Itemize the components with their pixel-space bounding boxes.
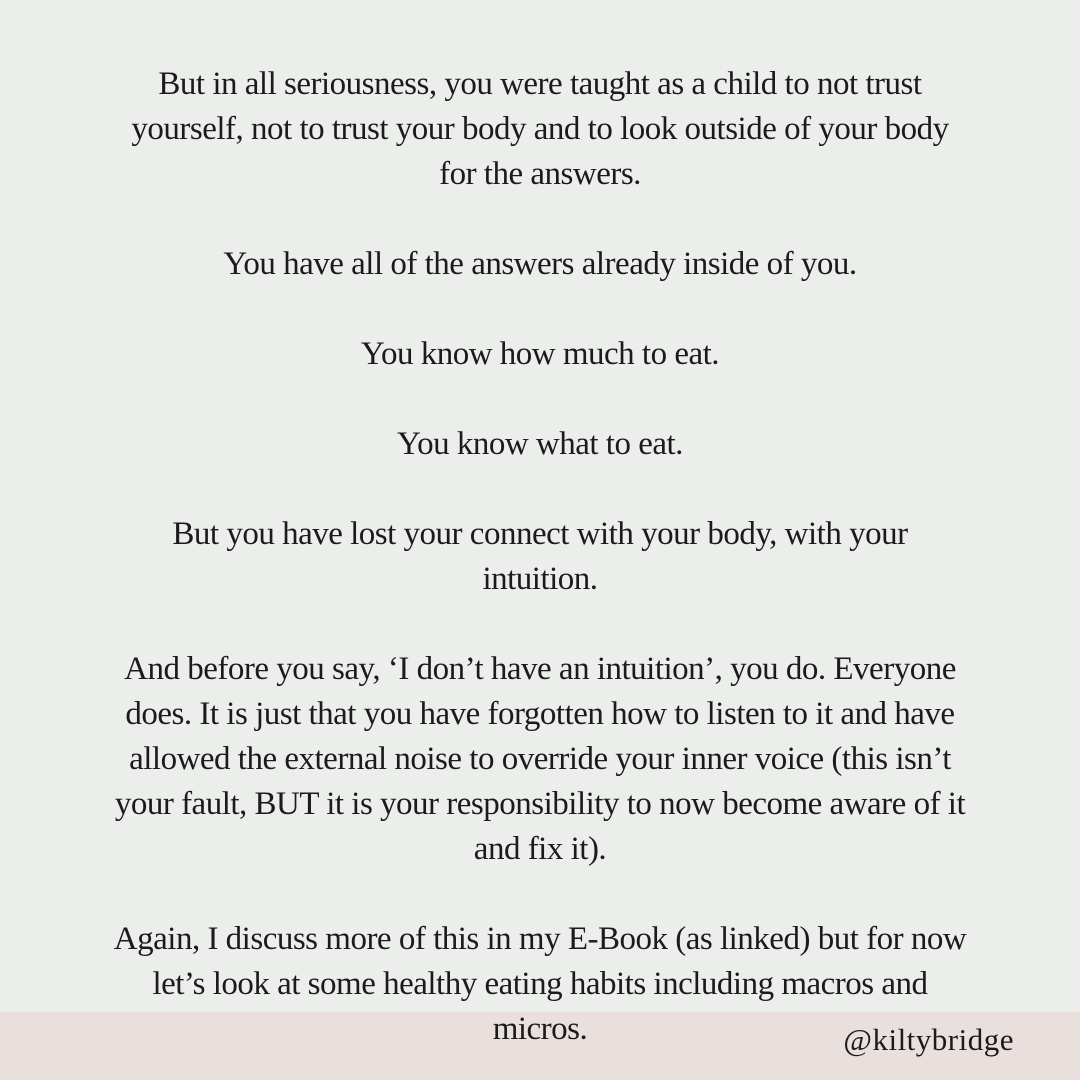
paragraph-line: let’s look at some healthy eating habits including macros and [152,966,928,1002]
paragraph-line: You know how much to eat. [360,336,720,372]
paragraph-line: does. It is just that you have forgotten how to listen to it and have [125,696,955,732]
author-handle: @kiltybridge [843,1022,1014,1057]
paragraph-line: But in all seriousness, you were taught as a child to not trust [158,66,922,102]
paragraph-taught-not-to-trust [40,62,1040,197]
paragraph-lost-connection [40,512,1040,602]
paragraph-what-to-eat [40,422,1040,467]
paragraph-line: But you have lost your connect with your body, with your [172,516,908,552]
paragraph-intuition [40,647,1040,872]
paragraph-answers-inside [40,242,1040,287]
paragraph-line: You know what to eat. [397,426,683,462]
paragraph-line: And before you say, ‘I don’t have an intuition’, you do. Everyone [124,651,956,687]
paragraph-line: yourself, not to trust your body and to look outside of your body [131,111,949,147]
paragraph-line: Again, I discuss more of this in my E-Book (as linked) but for now [113,921,967,957]
paragraph-line: for the answers. [439,156,641,192]
paragraph-line: and fix it). [473,831,607,867]
paragraph-line: micros. [492,1011,588,1047]
body-text [40,62,1040,1052]
paragraph-line: your fault, BUT it is your responsibility to now become aware of it [114,786,966,822]
paragraph-line: intuition. [482,561,598,597]
paragraph-how-much-to-eat [40,332,1040,377]
paragraph-line: allowed the external noise to override your inner voice (this isn’t [129,741,951,777]
paragraph-line: You have all of the answers already inside of you. [223,246,857,282]
